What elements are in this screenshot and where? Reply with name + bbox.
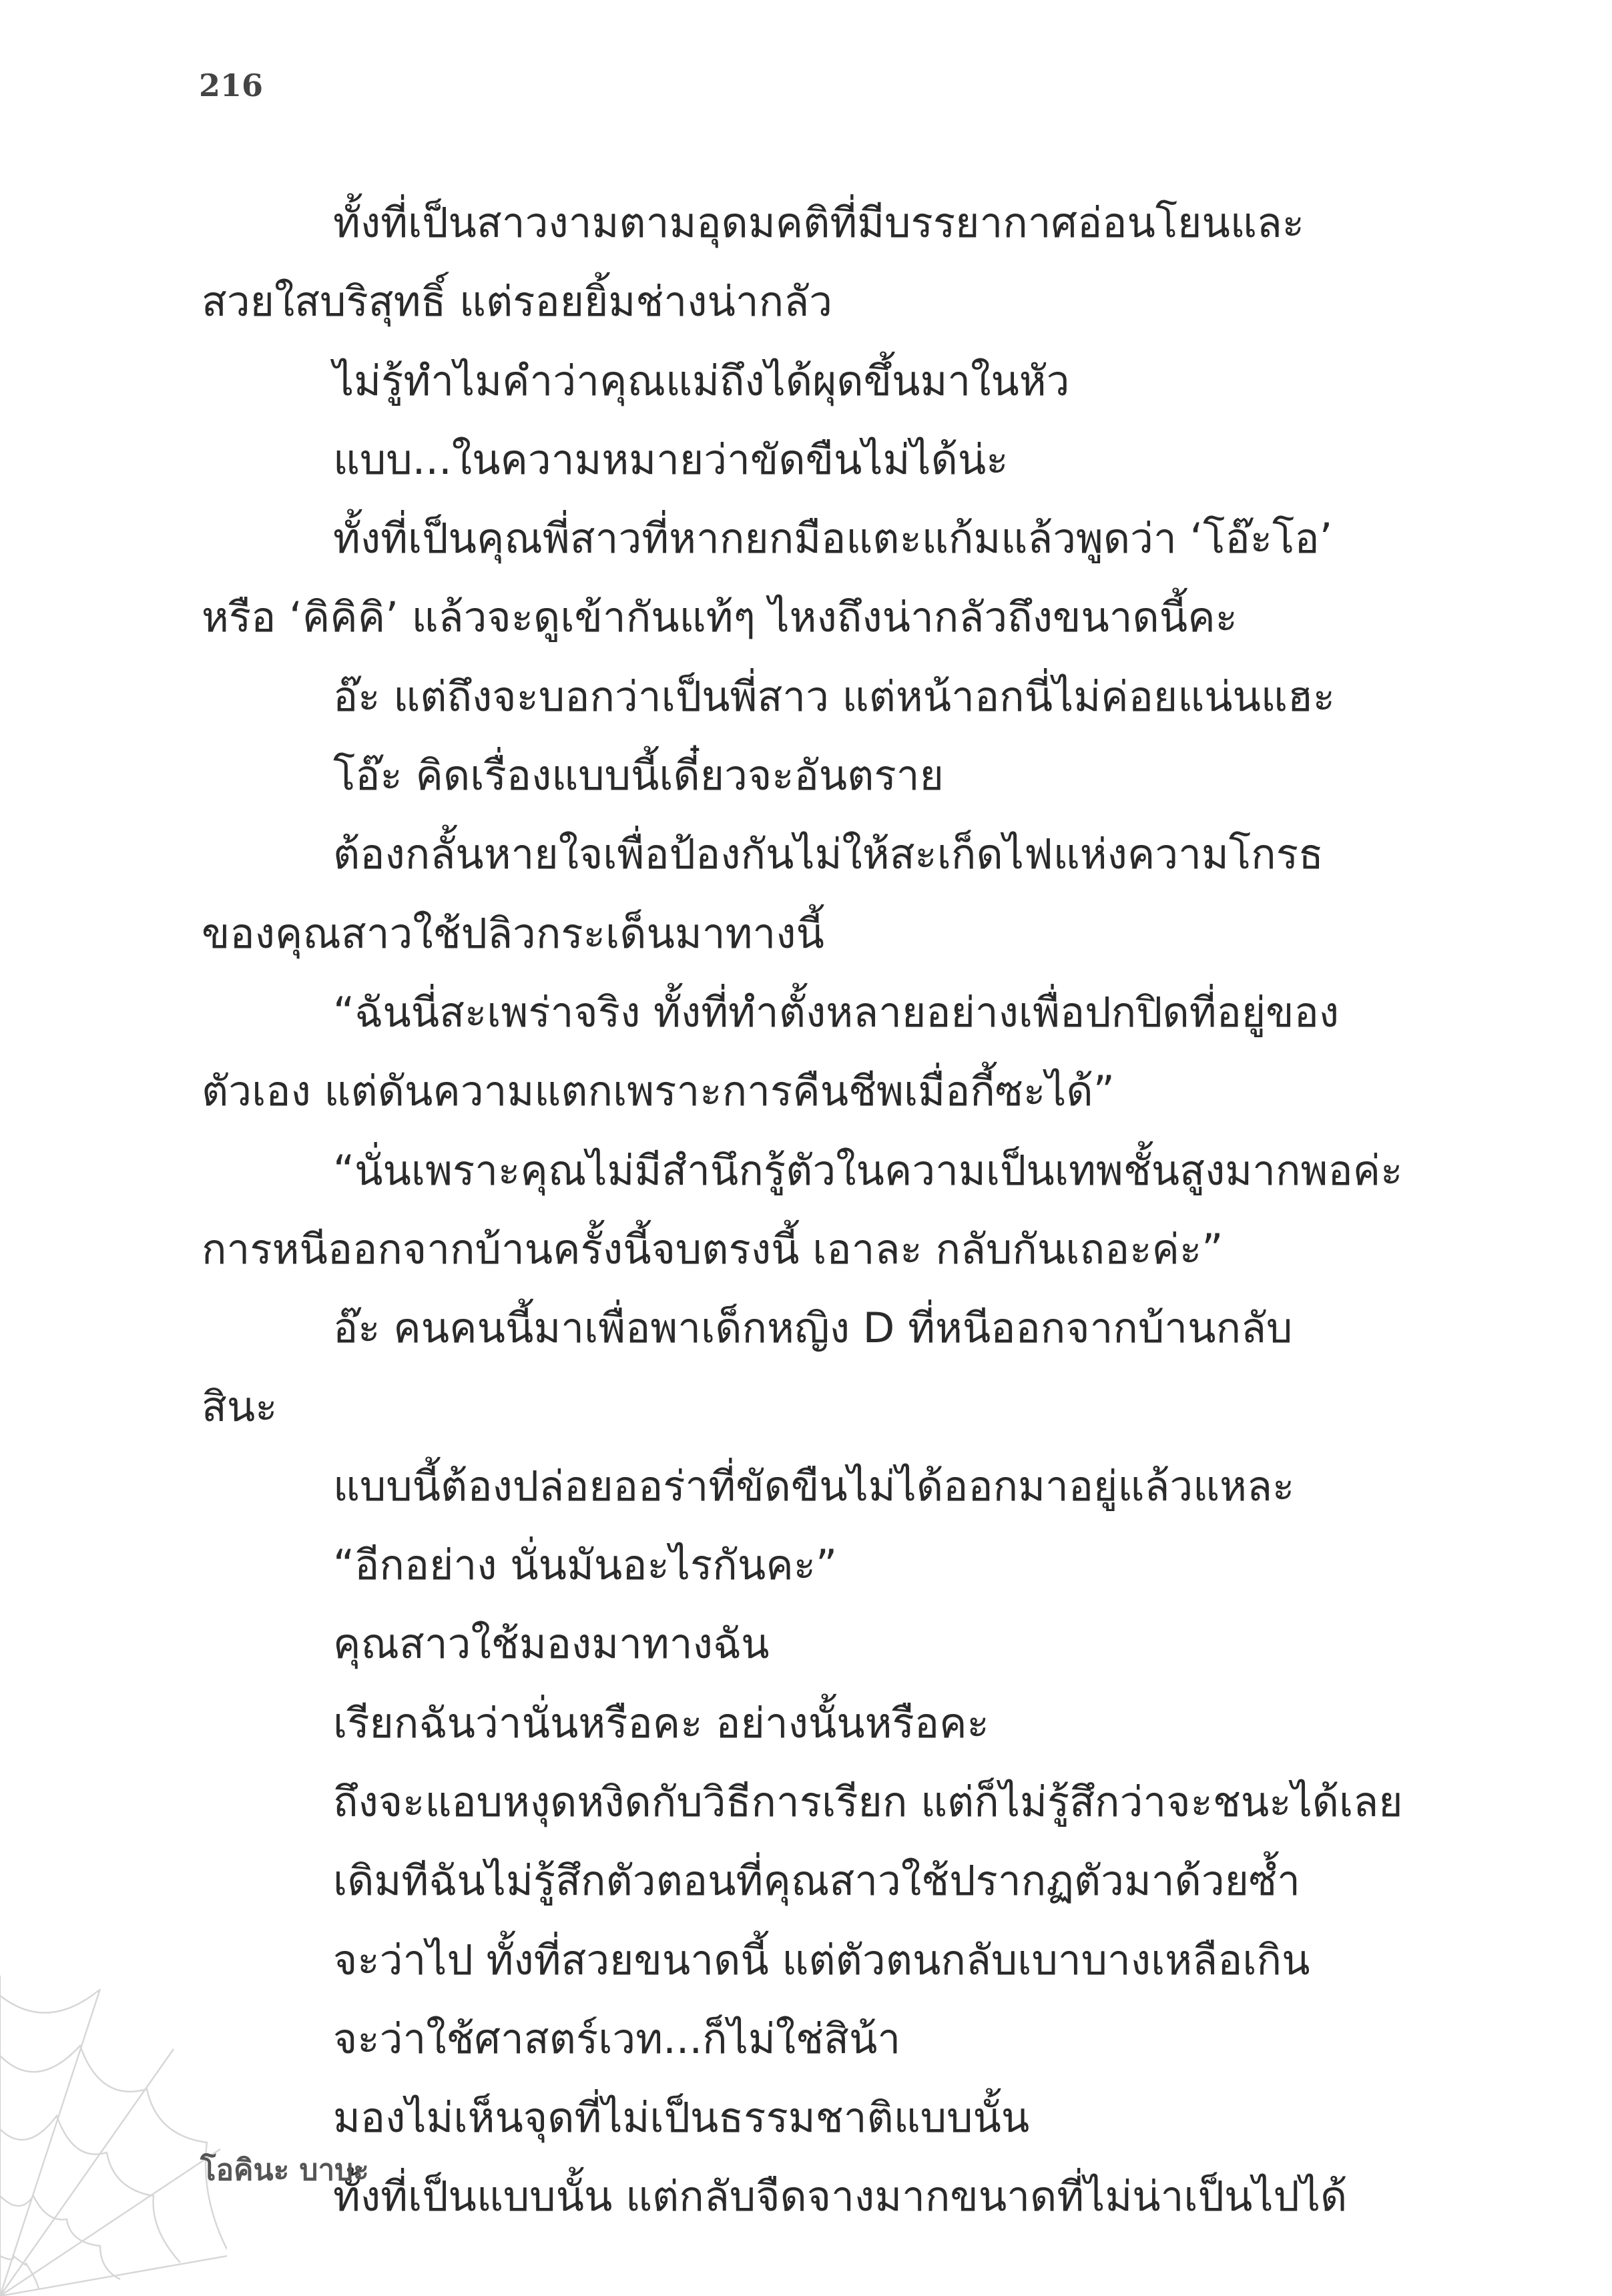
text-line: ต้องกลั้นหายใจเพื่อป้องกันไม่ให้สะเก็ดไฟแห่งความโกรธ [333,830,1324,879]
text-line: สวยใสบริสุทธิ์ แต่รอยยิ้มช่างน่ากลัว [202,277,833,326]
text-line: ทั้งที่เป็นคุณพี่สาวที่หากยกมือแตะแก้มแล้วพูดว่า ‘โอ๊ะโอ’ [333,514,1333,563]
text-line: จะว่าใช้ศาสตร์เวท...ก็ไม่ใช่สิน้า [333,2014,901,2063]
text-line: “นั่นเพราะคุณไม่มีสำนึกรู้ตัวในความเป็นเทพชั้นสูงมากพอค่ะ [333,1145,1403,1195]
text-line: “ฉันนี่สะเพร่าจริง ทั้งที่ทำตั้งหลายอย่างเพื่อปกปิดที่อยู่ของ [333,987,1340,1037]
text-line: มองไม่เห็นจุดที่ไม่เป็นธรรมชาติแบบนั้น [333,2093,1030,2142]
text-line: สินะ [202,1382,278,1432]
body-text [202,184,1416,2237]
text-line: ของคุณสาวใช้ปลิวกระเด็นมาทางนี้ [202,908,824,958]
text-line: เรียกฉันว่านั่นหรือคะ อย่างนั้นหรือคะ [333,1698,989,1747]
page-number: 216 [199,67,264,103]
text-line: จะว่าไป ทั้งที่สวยขนาดนี้ แต่ตัวตนกลับเบาบางเหลือเกิน [333,1935,1310,1984]
text-line: โอ๊ะ คิดเรื่องแบบนี้เดี๋ยวจะอันตราย [333,751,944,800]
text-line: ทั้งที่เป็นแบบนั้น แต่กลับจืดจางมากขนาดที่ไม่น่าเป็นไปได้ [333,2172,1348,2221]
text-line: ไม่รู้ทำไมคำว่าคุณแม่ถึงได้ผุดขึ้นมาในหัว [333,356,1070,405]
text-line: เดิมทีฉันไม่รู้สึกตัวตอนที่คุณสาวใช้ปรากฏตัวมาด้วยซ้ำ [333,1856,1300,1906]
text-line: แบบนี้ต้องปล่อยออร่าที่ขัดขืนไม่ได้ออกมาอยู่แล้วแหละ [333,1461,1295,1510]
text-line: ถึงจะแอบหงุดหงิดกับวิธีการเรียก แต่ก็ไม่รู้สึกว่าจะชนะได้เลย [333,1777,1403,1826]
text-line: หรือ ‘คิคิคิ’ แล้วจะดูเข้ากันแท้ๆ ไหงถึงน่ากลัวถึงขนาดนี้คะ [202,593,1238,642]
spider-web-decoration [0,1976,227,2296]
text-line: คุณสาวใช้มองมาทางฉัน [333,1619,770,1669]
text-line: ตัวเอง แต่ดันความแตกเพราะการคืนชีพเมื่อกี้ซะได้” [202,1067,1115,1116]
text-line: อ๊ะ แต่ถึงจะบอกว่าเป็นพี่สาว แต่หน้าอกนี่ไม่ค่อยแน่นแฮะ [333,671,1336,721]
text-line: อ๊ะ คนคนนี้มาเพื่อพาเด็กหญิง D ที่หนีออกจากบ้านกลับ [333,1304,1293,1353]
text-line: “อีกอย่าง นั่นมันอะไรกันคะ” [333,1540,838,1590]
text-line: ทั้งที่เป็นสาวงามตามอุดมคติที่มีบรรยากาศอ่อนโยนและ [333,198,1305,247]
footer-author: โอคินะ บาบะ [200,2153,369,2187]
text-line: การหนีออกจากบ้านครั้งนี้จบตรงนี้ เอาละ กลับกันเถอะค่ะ” [202,1224,1224,1273]
text-line: แบบ...ในความหมายว่าขัดขืนไม่ได้น่ะ [333,435,1009,484]
